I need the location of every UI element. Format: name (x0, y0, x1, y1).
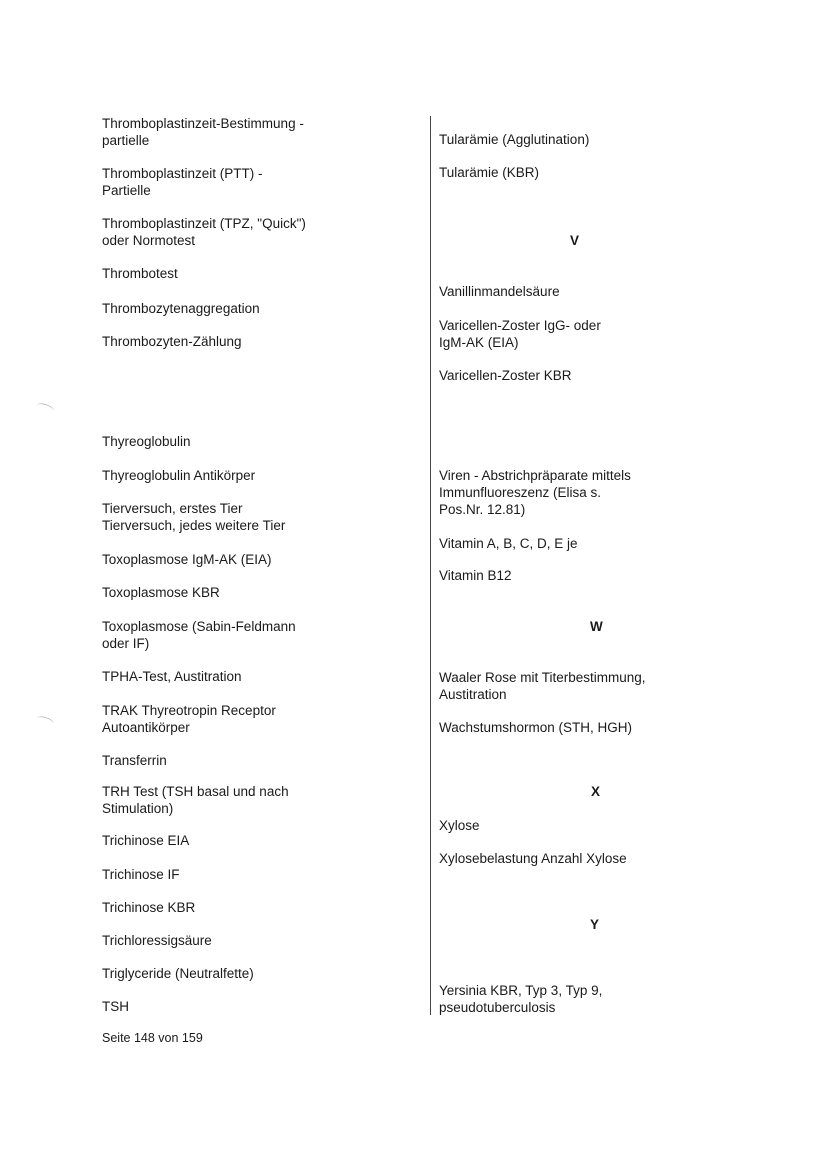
entry-label: Trichloressigsäure (102, 933, 212, 948)
entry-label: Waaler Rose mit Titerbestimmung, Austitration (439, 670, 646, 702)
column-divider (430, 116, 431, 1015)
entry-label: TRAK Thyreotropin Receptor Autoantikörper (102, 703, 276, 735)
entry-label: Vanillinmandelsäure (439, 284, 560, 299)
entry-label: Toxoplasmose KBR (102, 585, 220, 600)
entry-label: Thromboplastinzeit (PTT) - Partielle (102, 166, 263, 198)
entry-label: Transferrin (102, 753, 167, 768)
section-letter: X (591, 784, 601, 799)
entry-label: Thromboplastinzeit-Bestimmung - partielle (102, 116, 304, 148)
section-letter: W (590, 619, 603, 634)
entry-label: TPHA-Test, Austitration (102, 669, 242, 684)
entry-label: Varicellen-Zoster IgG- oder IgM-AK (EIA) (439, 318, 601, 350)
entry-label: Trichinose EIA (102, 833, 190, 848)
entry-label: Wachstumshormon (STH, HGH) (439, 720, 633, 735)
entry-label: Xylosebelastung Anzahl Xylose (439, 851, 627, 866)
entry-label: Triglyceride (Neutralfette) (102, 966, 254, 981)
entry-label: Yersinia KBR, Typ 3, Typ 9, pseudotuberculosis (439, 983, 603, 1015)
section-letter: Y (590, 917, 600, 932)
entry-label: Vitamin A, B, C, D, E je (439, 536, 578, 551)
entry-label: Varicellen-Zoster KBR (439, 368, 572, 383)
entry-label: TSH (102, 999, 129, 1014)
entry-label: Viren - Abstrichpräparate mittels Immunfluoreszenz (Elisa s. Pos.Nr. 12.81) (439, 468, 631, 517)
entry-label: Toxoplasmose (Sabin-Feldmann oder IF) (102, 619, 296, 651)
entry-label: TRH Test (TSH basal und nach Stimulation) (102, 784, 289, 816)
entry-label: Xylose (439, 818, 480, 833)
entry-label: Tularämie (KBR) (439, 165, 540, 180)
entry-label: Thrombozyten-Zählung (102, 334, 242, 349)
page-footer: Seite 148 von 159 (102, 1031, 203, 1045)
entry-label: Thrombozytenaggregation (102, 301, 260, 316)
entry-label: Thyreoglobulin (102, 434, 191, 449)
entry-label: Vitamin B12 (439, 568, 512, 583)
section-letter: V (570, 233, 580, 248)
entry-label: Thrombotest (102, 266, 178, 281)
entry-label: Tierversuch, erstes Tier Tierversuch, jedes weitere Tier (102, 501, 286, 533)
entry-label: Trichinose IF (102, 867, 180, 882)
entry-label: Thromboplastinzeit (TPZ, "Quick") oder Normotest (102, 216, 306, 248)
entry-label: Tularämie (Agglutination) (439, 132, 590, 147)
entry-label: Thyreoglobulin Antikörper (102, 468, 256, 483)
scan-mark (35, 714, 55, 728)
entry-label: Trichinose KBR (102, 900, 196, 915)
scan-mark (35, 401, 55, 415)
entry-label: Toxoplasmose IgM-AK (EIA) (102, 552, 272, 567)
